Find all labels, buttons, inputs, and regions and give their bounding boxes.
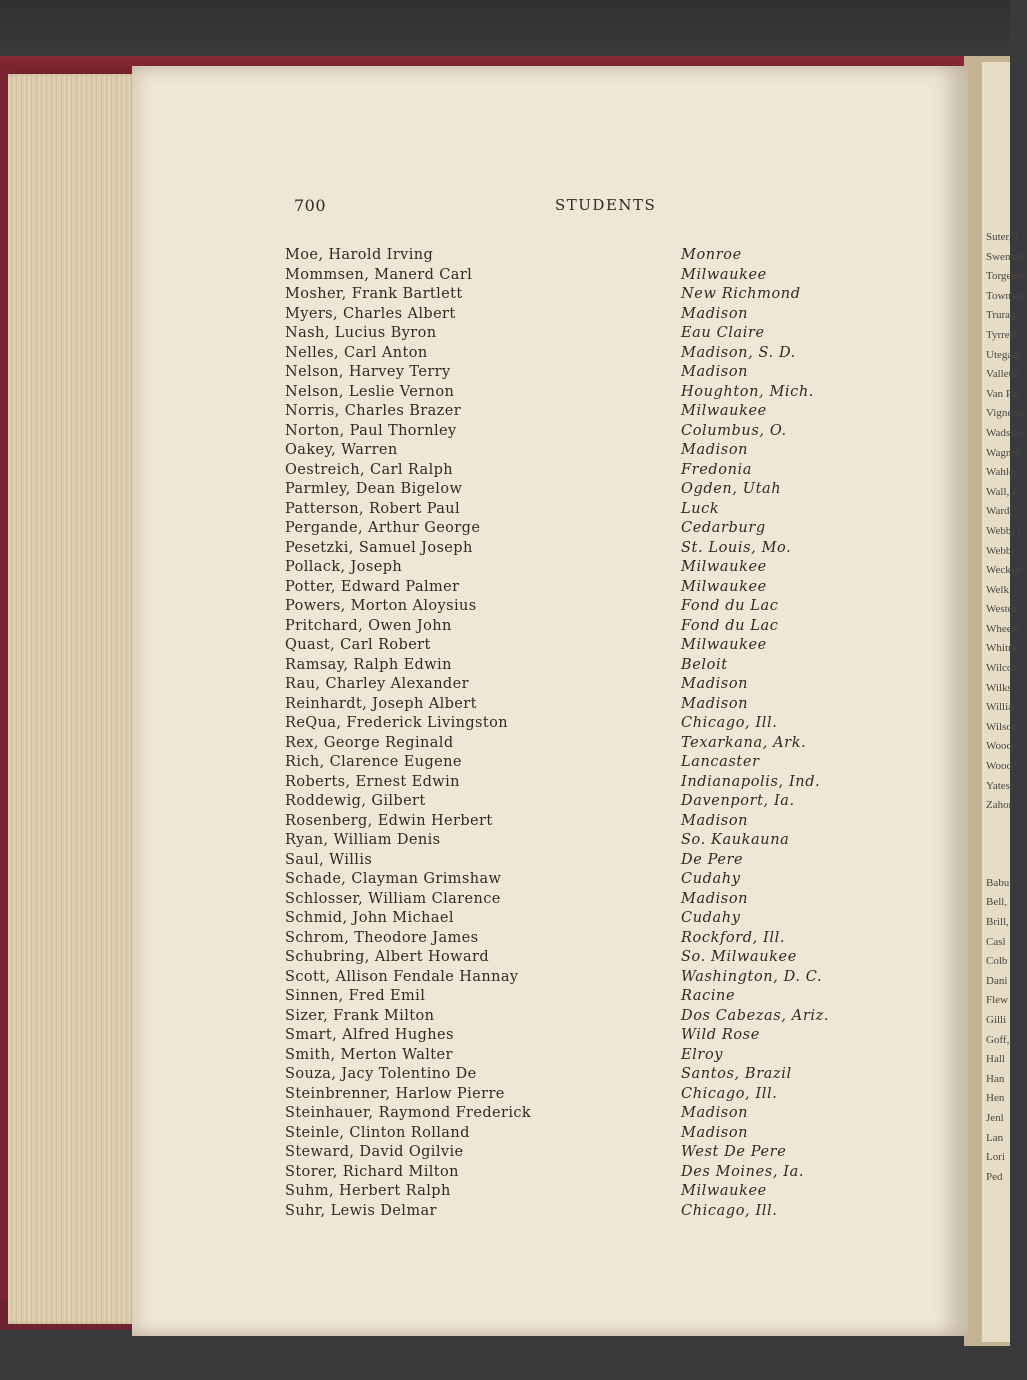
student-name: Roddewig, Gilbert	[285, 793, 426, 809]
student-entry	[285, 851, 865, 871]
student-hometown: Madison	[681, 890, 749, 907]
facing-fragment: Suter, J	[986, 231, 1019, 243]
student-name: Quast, Carl Robert	[285, 637, 431, 653]
student-entry	[285, 1104, 865, 1124]
facing-fragment: Van Pat	[986, 387, 1020, 400]
student-entry	[285, 324, 865, 344]
student-hometown: Milwaukee	[681, 578, 767, 595]
student-name: Moe, Harold Irving	[285, 247, 434, 263]
student-hometown: Madison	[681, 1105, 749, 1121]
student-hometown: Fond du Lac	[681, 617, 779, 634]
student-hometown: Houghton, Mich.	[681, 383, 815, 400]
student-hometown: Madison, S. D.	[681, 344, 796, 361]
facing-fragment: Townsen	[986, 289, 1026, 302]
student-hometown: Texarkana, Ark.	[681, 734, 807, 751]
student-hometown: Ogden, Utah	[681, 481, 782, 497]
facing-fragment: Webb,	[986, 544, 1015, 557]
facing-fragment: Tyrrell,	[986, 328, 1019, 341]
student-hometown: Indianapolis, Ind.	[681, 773, 821, 790]
student-hometown: Elroy	[681, 1046, 724, 1063]
page-number: 700	[294, 196, 327, 215]
student-hometown: So. Milwaukee	[681, 949, 797, 965]
student-entry	[285, 1085, 865, 1105]
student-hometown: Chicago, Ill.	[681, 715, 778, 731]
student-entry	[285, 597, 865, 617]
student-hometown: Racine	[681, 988, 736, 1004]
facing-fragment: Han	[986, 1072, 1005, 1085]
student-name: Roberts, Ernest Edwin	[285, 773, 460, 790]
facing-fragment: Vallette	[986, 368, 1020, 381]
student-name: Steinle, Clinton Rolland	[285, 1124, 470, 1141]
student-name: Oakey, Warren	[285, 442, 398, 458]
facing-fragment: Wagner,	[986, 446, 1023, 459]
student-name: Schmid, John Michael	[285, 910, 454, 926]
student-name: Pollack, Joseph	[285, 559, 403, 575]
facing-fragment: Weckse	[986, 564, 1020, 577]
student-name: Storer, Richard Milton	[285, 1163, 459, 1180]
facing-fragment: Webb, I	[986, 524, 1021, 537]
student-hometown: Santos, Brazil	[681, 1066, 792, 1082]
student-name: Parmley, Dean Bigelow	[285, 481, 463, 497]
student-entry	[285, 1026, 865, 1046]
student-name: Smart, Alfred Hughes	[285, 1027, 454, 1043]
student-entry	[285, 246, 865, 266]
student-entry	[285, 792, 865, 812]
student-entry	[285, 1163, 865, 1183]
facing-fragment: Lan	[986, 1131, 1004, 1144]
student-hometown: Beloit	[681, 656, 728, 673]
student-name: Schlosser, William Clarence	[285, 890, 501, 907]
student-list	[285, 246, 865, 1221]
student-hometown: Washington, D. C.	[681, 968, 823, 985]
student-hometown: Wild Rose	[681, 1027, 760, 1043]
facing-fragment: Wilson	[986, 720, 1018, 733]
facing-fragment: Torgeson	[986, 270, 1027, 283]
student-hometown: Monroe	[681, 247, 742, 263]
student-entry	[285, 1182, 865, 1202]
student-name: ReQua, Frederick Livingston	[285, 715, 508, 731]
facing-fragment: Hen	[986, 1092, 1005, 1105]
student-name: Norris, Charles Brazer	[285, 403, 462, 419]
facing-fragment: Casl	[986, 935, 1006, 948]
student-entry	[285, 870, 865, 890]
student-entry	[285, 968, 865, 988]
student-hometown: Madison	[681, 364, 749, 380]
student-entry	[285, 383, 865, 403]
facing-fragment: Colb	[986, 955, 1008, 968]
student-name: Schade, Clayman Grimshaw	[285, 871, 502, 887]
student-hometown: Lancaster	[681, 754, 760, 770]
student-entry	[285, 1046, 865, 1066]
facing-fragment: Ward, (	[986, 505, 1019, 518]
student-name: Rosenberg, Edwin Herbert	[285, 812, 493, 829]
student-hometown: Milwaukee	[681, 637, 767, 653]
facing-gap	[986, 816, 1010, 874]
facing-fragment: Wadswo	[986, 426, 1024, 439]
student-name: Ramsay, Ralph Edwin	[285, 656, 452, 673]
student-hometown: Milwaukee	[681, 1183, 767, 1199]
student-entry	[285, 461, 865, 481]
student-entry	[285, 539, 865, 559]
facing-fragment: Flew	[986, 994, 1008, 1007]
student-name: Smith, Merton Walter	[285, 1046, 453, 1063]
page-edges-stack	[8, 74, 138, 1324]
student-name: Powers, Morton Aloysius	[285, 598, 477, 614]
facing-fragment: Brill,	[986, 916, 1009, 928]
facing-fragment: Dani	[986, 974, 1008, 987]
facing-fragment: Wilcox	[986, 662, 1018, 675]
facing-fragment: Wood,	[986, 740, 1015, 753]
student-entry	[285, 344, 865, 364]
facing-fragment: Wester	[986, 603, 1017, 616]
student-entry	[285, 578, 865, 598]
student-name: Schrom, Theodore James	[285, 929, 479, 946]
student-name: Myers, Charles Albert	[285, 305, 456, 322]
student-name: Ryan, William Denis	[285, 832, 441, 848]
student-hometown: Milwaukee	[681, 266, 767, 283]
student-name: Nelson, Leslie Vernon	[285, 383, 455, 400]
facing-fragment: Wood	[986, 760, 1013, 773]
student-name: Sinnen, Fred Emil	[285, 988, 426, 1004]
student-entry	[285, 656, 865, 676]
student-entry	[285, 1202, 865, 1222]
student-entry	[285, 734, 865, 754]
student-entry	[285, 636, 865, 656]
student-name: Oestreich, Carl Ralph	[285, 461, 454, 478]
student-name: Steward, David Ogilvie	[285, 1144, 464, 1160]
facing-fragment: Welk,	[986, 583, 1012, 596]
student-entry	[285, 402, 865, 422]
student-hometown: Milwaukee	[681, 403, 767, 419]
student-entry	[285, 890, 865, 910]
facing-fragment: Zahor	[986, 799, 1013, 812]
student-name: Patterson, Robert Paul	[285, 500, 461, 517]
student-hometown: Madison	[681, 695, 749, 712]
facing-fragment: Goff,	[986, 1033, 1010, 1046]
student-entry	[285, 714, 865, 734]
student-entry	[285, 773, 865, 793]
facing-fragment: Willia	[986, 701, 1014, 714]
facing-fragment: Yates,	[986, 779, 1013, 792]
facing-fragment: Whitne	[986, 642, 1019, 655]
student-hometown: Columbus, O.	[681, 422, 787, 439]
student-hometown: Des Moines, Ia.	[681, 1163, 805, 1180]
student-entry	[285, 675, 865, 695]
student-name: Scott, Allison Fendale Hannay	[285, 968, 519, 985]
student-hometown: Milwaukee	[681, 559, 767, 575]
student-name: Steinhauer, Raymond Frederick	[285, 1105, 532, 1121]
student-hometown: Fredonia	[681, 461, 753, 478]
student-hometown: Dos Cabezas, Ariz.	[681, 1007, 830, 1024]
facing-fragment: Gilli	[986, 1013, 1007, 1026]
background-top	[0, 0, 1010, 60]
student-entry	[285, 422, 865, 442]
facing-page-text	[986, 228, 1027, 1187]
student-name: Nash, Lucius Byron	[285, 325, 437, 341]
student-hometown: Luck	[681, 500, 720, 517]
student-entry	[285, 305, 865, 325]
student-entry	[285, 363, 865, 383]
student-hometown: Madison	[681, 442, 749, 458]
student-name: Reinhardt, Joseph Albert	[285, 695, 477, 712]
student-hometown: Eau Claire	[681, 325, 765, 341]
student-hometown: De Pere	[681, 851, 744, 868]
student-entry	[285, 519, 865, 539]
student-hometown: Davenport, Ia.	[681, 793, 795, 809]
student-hometown: Madison	[681, 676, 749, 692]
student-name: Pritchard, Owen John	[285, 617, 452, 634]
student-name: Potter, Edward Palmer	[285, 578, 460, 595]
facing-fragment: Swenhol	[986, 250, 1025, 263]
student-entry	[285, 266, 865, 286]
student-hometown: Cudahy	[681, 871, 741, 887]
facing-fragment: Babu	[986, 876, 1010, 889]
student-hometown: Fond du Lac	[681, 598, 779, 614]
facing-fragment: Utegaar	[986, 348, 1021, 361]
student-entry	[285, 1007, 865, 1027]
facing-fragment: Truran,	[986, 309, 1019, 322]
facing-fragment: Jenl	[986, 1111, 1004, 1124]
student-entry	[285, 831, 865, 851]
facing-fragment: Hall	[986, 1053, 1005, 1066]
student-entry	[285, 909, 865, 929]
student-entry	[285, 441, 865, 461]
student-name: Suhm, Herbert Ralph	[285, 1183, 451, 1199]
student-entry	[285, 500, 865, 520]
student-entry	[285, 558, 865, 578]
student-name: Rex, George Reginald	[285, 734, 454, 751]
facing-fragment: Wheele	[986, 622, 1020, 635]
student-hometown: Madison	[681, 812, 749, 829]
student-hometown: Madison	[681, 305, 749, 322]
facing-fragment: Lori	[986, 1151, 1005, 1164]
student-name: Norton, Paul Thornley	[285, 422, 457, 439]
facing-fragment: Vigneror	[986, 407, 1026, 420]
student-hometown: Chicago, Ill.	[681, 1085, 778, 1102]
student-entry	[285, 1124, 865, 1144]
student-entry	[285, 617, 865, 637]
student-hometown: West De Pere	[681, 1144, 787, 1160]
student-name: Rau, Charley Alexander	[285, 676, 469, 692]
student-name: Sizer, Frank Milton	[285, 1007, 435, 1024]
student-entry	[285, 753, 865, 773]
student-hometown: St. Louis, Mo.	[681, 539, 792, 556]
student-entry	[285, 812, 865, 832]
student-name: Schubring, Albert Howard	[285, 949, 490, 965]
student-entry	[285, 695, 865, 715]
student-name: Steinbrenner, Harlow Pierre	[285, 1085, 505, 1102]
facing-fragment: Bell,	[986, 896, 1008, 909]
student-hometown: So. Kaukauna	[681, 832, 790, 848]
running-head: STUDENTS	[555, 196, 657, 214]
facing-fragment: Wilks,	[986, 681, 1015, 694]
student-entry	[285, 987, 865, 1007]
student-hometown: Rockford, Ill.	[681, 929, 786, 946]
student-name: Souza, Jacy Tolentino De	[285, 1066, 477, 1082]
student-name: Saul, Willis	[285, 851, 373, 868]
student-name: Suhr, Lewis Delmar	[285, 1202, 437, 1219]
facing-fragment: Ped	[986, 1170, 1003, 1183]
student-name: Nelles, Carl Anton	[285, 344, 428, 361]
student-entry	[285, 948, 865, 968]
student-hometown: Cudahy	[681, 910, 741, 926]
student-entry	[285, 480, 865, 500]
student-name: Mommsen, Manerd Carl	[285, 266, 473, 283]
facing-fragment: Wall, J	[986, 485, 1017, 498]
student-entry	[285, 1065, 865, 1085]
student-name: Mosher, Frank Bartlett	[285, 286, 463, 302]
student-name: Pergande, Arthur George	[285, 520, 481, 536]
student-hometown: Madison	[681, 1124, 749, 1141]
student-entry	[285, 1143, 865, 1163]
student-entry	[285, 929, 865, 949]
student-entry	[285, 285, 865, 305]
student-name: Nelson, Harvey Terry	[285, 364, 451, 380]
student-hometown: Chicago, Ill.	[681, 1202, 778, 1219]
student-hometown: Cedarburg	[681, 520, 766, 536]
student-name: Rich, Clarence Eugene	[285, 754, 462, 770]
student-name: Pesetzki, Samuel Joseph	[285, 539, 473, 556]
student-hometown: New Richmond	[681, 286, 801, 302]
facing-fragment: Wahle,	[986, 466, 1017, 479]
